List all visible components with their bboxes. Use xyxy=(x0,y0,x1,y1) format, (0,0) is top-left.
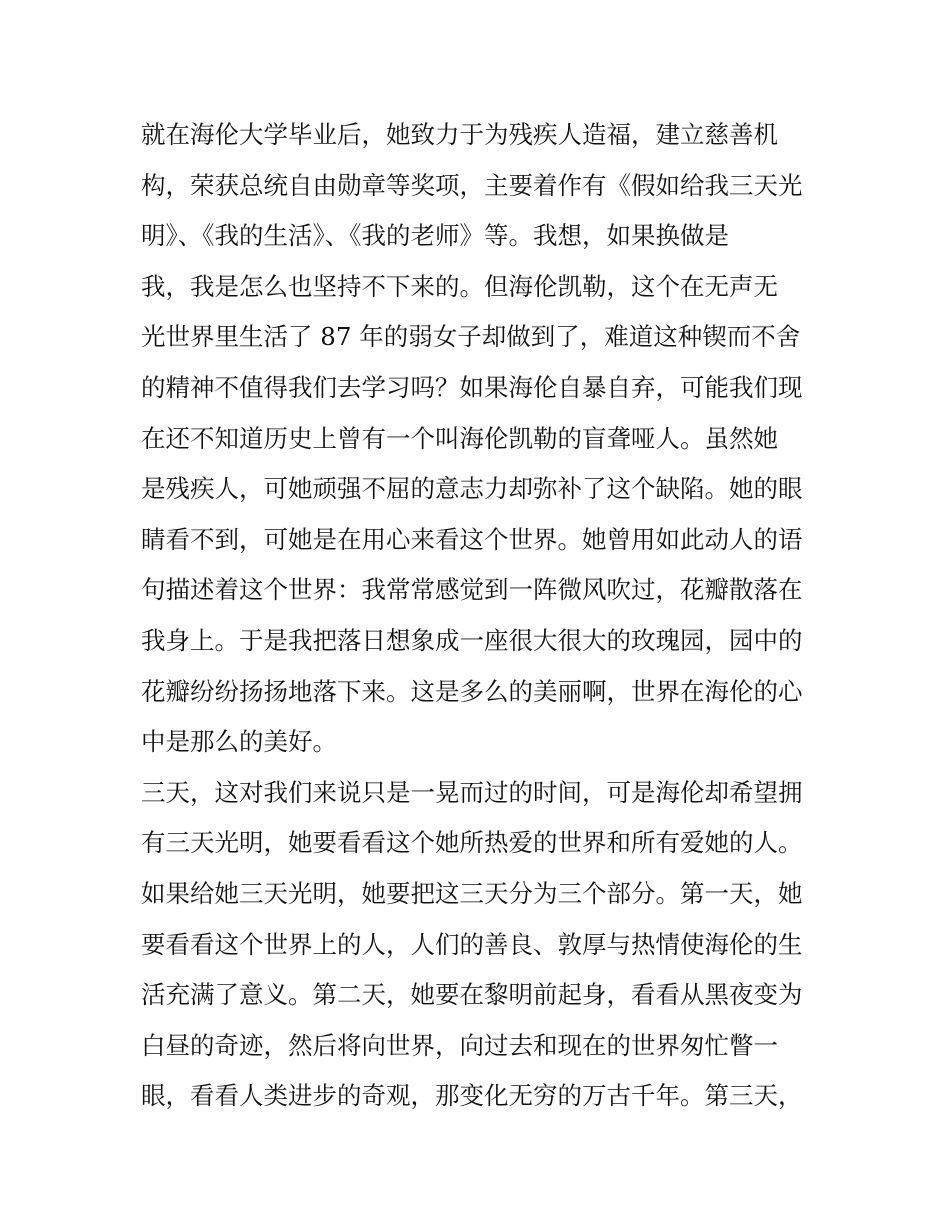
text-line: 有三天光明，她要看看这个她所热爱的世界和所有爱她的人。 xyxy=(141,828,803,858)
text-line: 就在海伦大学毕业后，她致力于为残疾人造福，建立慈善机 xyxy=(141,120,778,149)
text-line: 构，荣获总统自由勋章等奖项，主要着作有《假如给我三天光 xyxy=(141,170,803,200)
text-line: 花瓣纷纷扬扬地落下来。这是多么的美丽啊，世界在海伦的心 xyxy=(141,676,803,706)
text-line: 中是那么的美好。 xyxy=(141,727,337,757)
text-line: 句描述着这个世界：我常常感觉到一阵微风吹过，花瓣散落在 xyxy=(141,575,803,605)
text-line: 的精神不值得我们去学习吗？如果海伦自暴自弃，可能我们现 xyxy=(141,372,803,402)
text-line: 三天，这对我们来说只是一晃而过的时间，可是海伦却希望拥 xyxy=(141,777,803,807)
text-line: 是残疾人，可她顽强不屈的意志力却弥补了这个缺陷。她的眼 xyxy=(141,474,803,504)
text-line: 睛看不到，可她是在用心来看这个世界。她曾用如此动人的语 xyxy=(141,524,803,554)
text-line: 我，我是怎么也坚持不下来的。但海伦凯勒，这个在无声无 xyxy=(141,271,778,301)
text-line: 光世界里生活了 87 年的弱女子却做到了，难道这种锲而不舍 xyxy=(141,322,801,352)
text-line: 如果给她三天光明，她要把这三天分为三个部分。第一天，她 xyxy=(141,878,803,908)
text-line: 眼，看看人类进步的奇观，那变化无穷的万古千年。第三天， xyxy=(141,1081,803,1111)
body-text xyxy=(141,110,813,1122)
text-line: 要看看这个世界上的人，人们的善良、敦厚与热情使海伦的生 xyxy=(141,929,803,959)
text-line: 白昼的奇迹，然后将向世界，向过去和现在的世界匆忙瞥一 xyxy=(141,1030,778,1060)
text-line: 在还不知道历史上曾有一个叫海伦凯勒的盲聋哑人。虽然她 xyxy=(141,423,778,453)
text-line: 活充满了意义。第二天，她要在黎明前起身，看看从黑夜变为 xyxy=(141,980,803,1010)
text-line: 明》、《我的生活》、《我的老师》等。我想，如果换做是 xyxy=(141,221,729,251)
text-line: 我身上。于是我把落日想象成一座很大很大的玫瑰园，园中的 xyxy=(141,625,803,655)
